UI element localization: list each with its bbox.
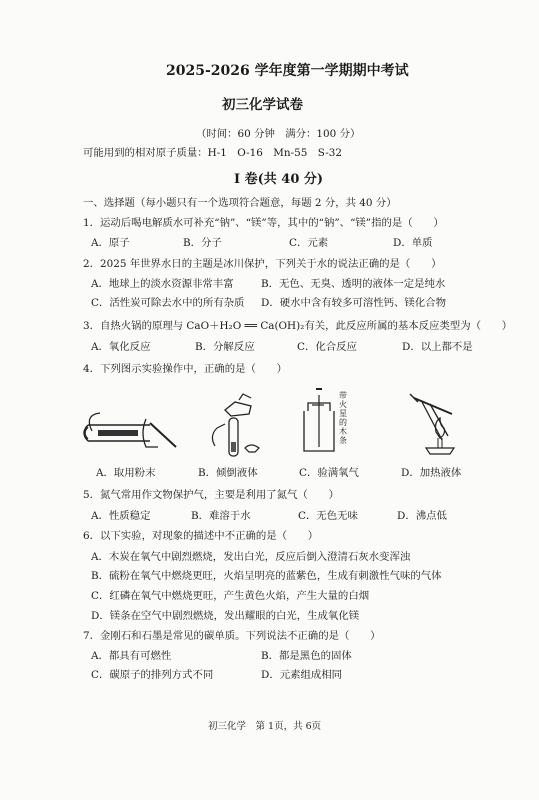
question-1-stem: 1．运动后喝电解质水可补充“钠”、“镁”等，其中的“钠”、“镁”指的是（ ） bbox=[83, 217, 444, 229]
question-6-stem: 6．以下实验，对现象的描述中不正确的是（ ） bbox=[83, 530, 319, 542]
figure-c-oxygen-check bbox=[296, 385, 344, 455]
atomic-masses: 可能用到的相对原子质量：H-1 O-16 Mn-55 S-32 bbox=[83, 147, 342, 159]
q1-option-a[interactable]: A．原子 bbox=[91, 237, 130, 249]
q5-option-b[interactable]: B．难溶于水 bbox=[191, 510, 251, 522]
subject-title: 初三化学试卷 bbox=[222, 97, 303, 113]
figure-b-pouring bbox=[205, 392, 265, 460]
question-2-stem: 2．2025 年世界水日的主题是冰川保护，下列关于水的说法正确的是（ ） bbox=[83, 258, 442, 270]
section-title: I 卷(共 40 分) bbox=[234, 172, 324, 187]
q3-option-a[interactable]: A．氧化反应 bbox=[91, 341, 151, 353]
figure-a-powder bbox=[80, 405, 180, 455]
q5-option-a[interactable]: A．性质稳定 bbox=[91, 510, 151, 522]
time-info: （时间：60 分钟 满分：100 分） bbox=[196, 128, 361, 140]
q2-option-d[interactable]: D．硬水中含有较多可溶性钙、镁化合物 bbox=[261, 297, 446, 309]
q5-option-d[interactable]: D．沸点低 bbox=[397, 510, 447, 522]
q7-option-d[interactable]: D．元素组成相同 bbox=[261, 669, 343, 681]
q4-option-b[interactable]: B．倾倒液体 bbox=[198, 467, 258, 479]
q1-option-b[interactable]: B．分子 bbox=[183, 237, 222, 249]
q2-option-a[interactable]: A．地球上的淡水资源非常丰富 bbox=[91, 278, 234, 290]
page-footer: 初三化学 第 1页，共 6页 bbox=[208, 721, 322, 732]
q1-option-d[interactable]: D．单质 bbox=[393, 237, 433, 249]
question-3-stem: 3．自热火锅的原理与 CaO＋H₂O ══ Ca(OH)₂有关，此反应所属的基本反应类型为（ ） bbox=[83, 320, 513, 332]
q4-option-d[interactable]: D．加热液体 bbox=[401, 467, 462, 479]
q7-option-b[interactable]: B．都是黑色的固体 bbox=[261, 650, 352, 662]
q6-option-d[interactable]: D．镁条在空气中剧烈燃烧，发出耀眼的白光，生成氧化镁 bbox=[91, 610, 360, 622]
exam-title: 2025-2026 学年度第一学期期中考试 bbox=[166, 63, 409, 79]
question-7-stem: 7．金刚石和石墨是常见的碳单质。下列说法不正确的是（ ） bbox=[83, 630, 381, 642]
question-4-stem: 4．下列图示实验操作中，正确的是（ ） bbox=[83, 363, 288, 375]
q5-option-c[interactable]: C．无色无味 bbox=[298, 510, 358, 522]
q4-option-c[interactable]: C．验满氧气 bbox=[299, 467, 359, 479]
figure-c-label: 带火星的木条 bbox=[339, 391, 347, 445]
q2-option-b[interactable]: B．无色、无臭、透明的液体一定是纯水 bbox=[261, 278, 446, 290]
q3-option-c[interactable]: C．化合反应 bbox=[297, 341, 357, 353]
q2-option-c[interactable]: C．活性炭可除去水中的所有杂质 bbox=[91, 297, 245, 309]
q1-option-c[interactable]: C．元素 bbox=[289, 237, 329, 249]
q6-option-c[interactable]: C．红磷在氧气中燃烧更旺，产生黄色火焰，产生大量的白烟 bbox=[91, 590, 370, 602]
q7-option-a[interactable]: A．都具有可燃性 bbox=[91, 650, 172, 662]
q3-option-b[interactable]: B．分解反应 bbox=[195, 341, 255, 353]
part-instruction: 一、选择题（每小题只有一个选项符合题意，每题 2 分，共 40 分） bbox=[83, 197, 397, 209]
q6-option-b[interactable]: B．硫粉在氧气中燃烧更旺，火焰呈明亮的蓝紫色，生成有刺激性气味的气体 bbox=[91, 570, 442, 582]
q3-option-d[interactable]: D．以上都不是 bbox=[402, 341, 473, 353]
q4-option-a[interactable]: A．取用粉末 bbox=[96, 467, 156, 479]
q7-option-c[interactable]: C．碳原子的排列方式不同 bbox=[91, 669, 214, 681]
question-5-stem: 5．氮气常用作文物保护气，主要是利用了氮气（ ） bbox=[83, 489, 339, 501]
q6-option-a[interactable]: A．木炭在氧气中剧烈燃烧，发出白光，反应后倒入澄清石灰水变浑浊 bbox=[91, 551, 411, 563]
figure-d-heating bbox=[400, 388, 460, 456]
